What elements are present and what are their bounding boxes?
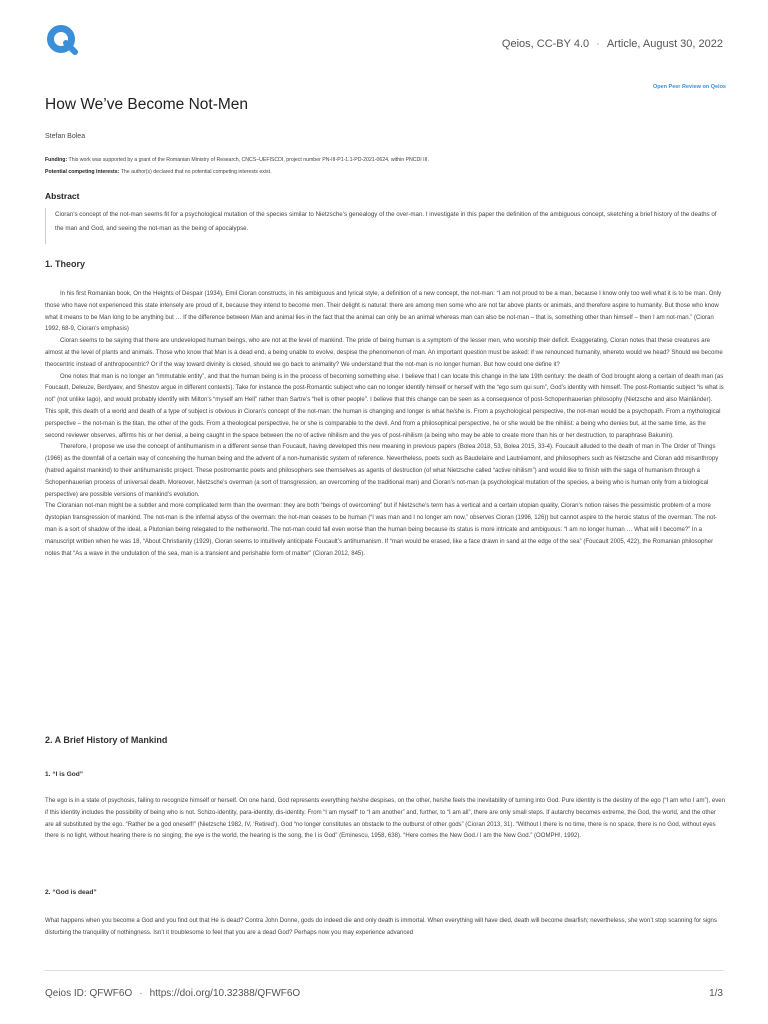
funding-text: This work was supported by a grant of the Romanian Ministry of Research, CNCS–UEFISCDI, project number PN-III-P1-1.1-PD-2021-0624, within PNCDI III.: [67, 157, 429, 163]
article-date: Article, August 30, 2022: [606, 38, 723, 50]
funding-statement: [45, 157, 429, 163]
footer-identifiers: [45, 988, 300, 999]
page-header: [0, 0, 768, 80]
paragraph: In his first Romanian book, On the Heights of Despair (1934), Emil Cioran constructs, in his ambiguous and lyrical style, a definition of a new concept, the not-man: “I am not proud to be a man, because I know only too well what it is to be man. Only those who have not experienced this state intensely are proud of it, because they intend to become men. Their delight is natural: there are among men some who are not far above plants or animals, and therefore aspire to humanity. But those who know what it means to be Man long to be anything but … If the difference between Man and animal lies in the fact that the animal can only be an animal whereas man can also be not-man – that is, something other than himself – then I am not-man.” (Cioran 1992, 68-9, Cioran’s emphasis): [45, 291, 722, 333]
section-heading-history: 2. A Brief History of Mankind: [45, 735, 168, 745]
header-separator: ·: [596, 38, 600, 50]
subsection-heading-god-is-dead: 2. “God is dead”: [45, 889, 97, 896]
section-heading-theory: 1. Theory: [45, 259, 86, 269]
header-meta: [502, 38, 723, 50]
subsection-i-is-god-body: [45, 796, 725, 843]
competing-label: Potential competing interests:: [45, 169, 120, 175]
abstract-text: Cioran’s concept of the not-man seems fit for a psychological mutation of the species similar to Nietzsche’s genealogy of the over-man. I investigate in this paper the definition of the ambiguous concept, sketching a brief history of the deaths of the man and God, and seeing the not-man as the being of apocalypse.: [55, 211, 717, 232]
section-theory-body: [45, 289, 725, 560]
page-footer: [45, 970, 723, 1010]
paragraph: Cioran seems to be saying that there are undeveloped human beings, who are not at the level of mankind. The pride of being human is a symptom of the lesser men, who worship their deficit. Exaggerating, Cioran notes that these creatures are almost at the level of plants and animals. Those who know that Man is a dead end, a being unable to evolve, despise the phenomenon of man. An important question must be asked: if we renounced humanity, whereto would we head? Should we become theocentric instead of anthropocentric? Or if the way toward divinity is closed, should we go back to animality? We understand that the not-man is no longer human. But how could one define it?: [45, 338, 723, 368]
source-license: Qeios, CC-BY 4.0: [501, 38, 590, 50]
competing-interests-statement: [45, 169, 272, 175]
article-author[interactable]: Stefan Bolea: [45, 133, 86, 140]
paragraph: The Cioranian not-man might be a subtler and more complicated term than the overman: they are both “beings of overcoming” but if Nietzsche’s term has a vertical and a certain utopian quality, Cioran’s notion raises the pessimistic problem of a more dystopian transgression of mankind. The not-man is the infernal abyss of the overman: the not-man ceases to be human (“I was man and I no longer am now,” observes Cioran (1996, 126)) but cannot aspire to the heroic status of the overman. The not-man is a sort of shadow of the ideal, a Plutonian being relegated to the netherworld. The not-man could fall even worse than the human being because its status is more intricate and ambiguous: “I am no longer human … What will I become?” In a manuscript written when he was 18, “About Christianity (1929), Cioran seems to intuitively anticipate Foucault’s antihumanism. If “man would be erased, like a face drawn in sand at the edge of the sea” (Foucault 2005, 422), the Romanian philosopher notes that “As a wave in the undulation of the sea, man is a transient and perishable form of matter” (Cioran 2012, 845).: [45, 503, 718, 557]
abstract-heading: Abstract: [45, 191, 80, 201]
qeios-logo-icon[interactable]: [46, 25, 80, 55]
footer-separator: ·: [139, 988, 143, 999]
page-number: 1/3: [709, 988, 723, 999]
qeios-id: Qeios ID: QFWF6O: [45, 988, 133, 999]
doi-link[interactable]: https://doi.org/10.32388/QFWF6O: [149, 988, 301, 999]
abstract-block: [45, 208, 725, 244]
paragraph: What happens when you become a God and you find out that He is dead? Contra John Donne, gods do indeed die and only death is immortal. When everything will have died, death will become dwarfish; nevertheless, she won’t stop scanning for signs disturbing the tranquility of nothingness. Isn’t it troublesome to feel that you are a dead God? Perhaps now you may experience advanced: [45, 918, 717, 936]
paragraph: One notes that man is no longer an “immutable entity”, and that the human being is in the process of becoming something else. I believe that I can locate this change in the late 19th century: the death of God brought along a certain of death man (as Foucault, Deleuze, Berdyaev, and Shestov argue in different contexts). Take for instance the post-Romantic subject who can no longer identify himself or herself with the “ego sum qui sum”, God’s identity with himself. The post-Romantic subject “is what is not” (not unlike Iago), and would probably identify with Milton’s “myself am Hell” rather than Sartre’s “hell is other people”. I believe that this change can be seen as a consequence of post-Schopenhauerian philosophy (Nietzsche and also Mainländer). This split, this death of a world and death of a type of subject is obvious in Cioran’s concept of the not-man: the human is changing and longer is what he/she is. From a psychological perspective, the not-man would be a psychopath. From a mythological perspective – the not-man is the titan, the other of the gods. From a theological perspective, he or she is comparable to the devil. And from a philosophical perspective, he or she would be the nihilist: a being who denies but, at the same time, as the second reviewer observes, affirms his or her denial, a being caught in the space between the no of active nihilism and the yes of post-nihilism (a being who may be able to create more than his or her destruction, to paraphrase Bakunin).: [45, 373, 724, 439]
subsection-god-is-dead-body: [45, 916, 725, 940]
article-title: How We’ve Become Not-Men: [45, 96, 249, 113]
funding-label: Funding:: [45, 157, 68, 163]
open-peer-review-link[interactable]: Open Peer Review on Qeios: [652, 84, 726, 90]
paragraph: Therefore, I propose we use the concept of antihumanism in a different sense than Foucault, having developed this new meaning in previous papers (Bolea 2018, 53, Bolea 2015, 33-4). Foucault alluded to the death of man in The Order of Things (1966) as the downfall of a certain way of conceiving the human being and the advent of a non-humanistic system of reference. Nevertheless, poets such as Baudelaire and Lautréamont, and philosophers such as Nietzsche and Cioran add misanthropy (hatred against mankind) to their antihumanistic project. These postromantic poets and philosophers see themselves as agents of destruction (of what Nietzsche called “active nihilism”) and would like to finish with the saga of humanism through a Schopenhauerian process of universal death. Moreover, Nietzsche’s overman (a sort of transgression, an overcoming of the traditional man) and Cioran’s not-man (a psychological mutation of the species, a being who is human only from a biological perspective) are possible versions of mankind’s evolution.: [45, 444, 719, 498]
paragraph: The ego is in a state of psychosis, failing to recognize himself or herself. On one hand, God represents everything he/she despises, on the other, he/she feels the inevitability of turning into God. Pure identity is the destiny of the ego (“I am who I am”), even if this identity includes the possibility of being who is not. Schizo-identity, para-identity, dis-identity. From “I am myself” to “I am another” and, further, to “I am all”, there are only small steps. If autarchy becomes extreme, the God, the world, and the other are all substituted by the ego. “Rather be a god oneself!” (Nietzsche 1982, IV, ‘Retired’). God “no longer constitutes an obstacle to the outburst of other gods” (Cioran 2013, 31). “Without I there is no time, there is no space, there is no God, without eyes there is no light, without hearing there is no singing; the eye is the world, the hearing is the song, the I is God” (Eminescu, 1958, 638). “Here comes the New God./ I am the New God.” (OOMPH!, 1992).: [45, 798, 725, 840]
subsection-heading-i-is-god: 1. “I is God”: [45, 771, 84, 778]
competing-text: The author(s) declared that no potential competing interests exist.: [119, 169, 272, 175]
